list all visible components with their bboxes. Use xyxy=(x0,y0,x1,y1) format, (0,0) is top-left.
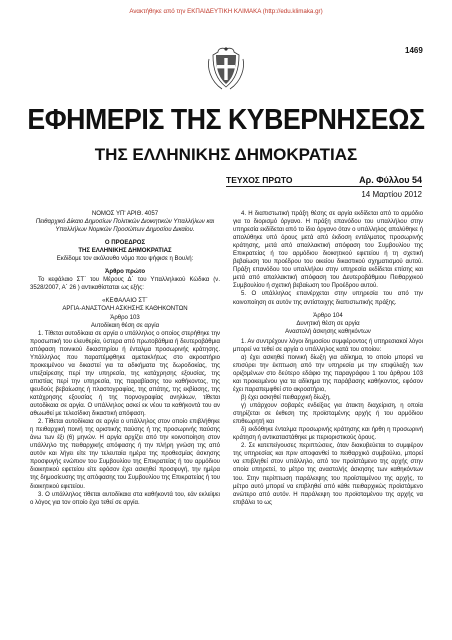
article-104-title-1: Δυνητική θέση σε αργία xyxy=(296,320,360,327)
paragraph-104-1b: β) έχει ασκηθεί πειθαρχική δίωξη, xyxy=(241,395,331,402)
law-title: Πειθαρχικό Δίκαιο Δημοσίων Πολιτικών Διοικητικών Υπαλλήλων και Υπαλλήλων Νομικών Προσώπων Δημοσίου Δικαίου. xyxy=(35,219,215,234)
gazette-masthead: ΕΦΗΜΕΡΙΣ ΤΗΣ ΚΥΒΕΡΝΗΣΕΩΣ xyxy=(27,104,425,136)
enactment-clause: Εκδίδομε τον ακόλουθο νόμο που ψήφισε η Βουλή: xyxy=(56,256,194,263)
law-number: ΝΟΜΟΣ ΥΠ' ΑΡΙΘ. 4057 xyxy=(91,211,159,217)
paragraph-103-5: 5. Ο υπάλληλος επανέρχεται στην υπηρεσία του από την κοινοποίηση σε αυτόν της αντίστοιχης διαπιστωτικής πράξης. xyxy=(233,291,423,306)
issue-date: 14 Μαρτίου 2012 xyxy=(361,190,422,199)
president-heading-1: Ο ΠΡΟΕΔΡΟΣ xyxy=(104,240,146,247)
president-heading-2: ΤΗΣ ΕΛΛΗΝΙΚΗΣ ΔΗΜΟΚΡΑΤΙΑΣ xyxy=(78,248,172,255)
article-103-heading: Άρθρο 103 xyxy=(110,314,140,321)
header-rule xyxy=(226,186,422,187)
paragraph-104-1c: γ) υπάρχουν σοβαρές ενδείξεις για άτακτη διαχείριση, η οποία στηρίζεται σε έκθεση της προϊσταμένης αρχής ή του αρμόδιου επιθεωρητή και xyxy=(233,403,423,426)
article-104-title-2: Αναστολή άσκησης καθηκόντων xyxy=(285,328,371,335)
paragraph-103-4: 4. Η διαπιστωτική πράξη θέσης σε αργία εκδίδεται από το αρμόδιο για το διορισμό όργανο. Η πράξη επανόδου του υπαλλήλου στην υπηρεσία εκδίδεται από το ίδιο όργανο όταν ο υπάλληλος απολύθηκε ή απολύθηκε υπό όρους μετά από έκδοση εντάλματος προσωρινής κράτησης, μετά από απαλλακτική απόφαση του Συμβουλίου της Επικρατείας ή του αρμόδιου διοικητικού εφετείου ή τη σχετική βεβαίωση του προέδρου του οικείου δικαστικού σχηματισμού αυτού. Πράξη επανόδου του υπαλλήλου στην υπηρεσία εκδίδεται επίσης και μετά από απαλλακτική απόφαση του Δευτεροβάθμιου Πειθαρχικού Συμβουλίου ή σχετική βεβαίωση του Προέδρου αυτού. xyxy=(233,211,423,290)
paragraph-103-1: 1. Τίθεται αυτοδίκαια σε αργία ο υπάλληλος ο οποίος στερήθηκε την προσωπική του ελευθερία, ύστερα από πρωτοβάθμια ή δευτεροβάθμια απόφαση ποινικού δικαστηρίου ή ένταλμα προσωρινής κράτησης. Υπάλληλος που παραπέμφθηκε αμετακλήτως στο ακροατήριο προκειμένου να δικαστεί για τα αδικήματα της δωροδοκίας, της υπεξαίρεσης περί την υπηρεσία, της κατάχρησης εξουσίας, της απιστίας περί την υπηρεσία, της παραβίασης του καθήκοντος, της ψευδούς βεβαίωσης ή πλαστογραφίας, της απάτης, της εκβίασης, της κατάχρησης εξουσίας ή της πορνογραφίας ανηλίκων, τίθεται αυτοδίκαια σε αργία. Ο υπάλληλος ασκεί εκ νέου τα καθήκοντά του αν αθωωθεί με τελεσίδικη δικαστική απόφαση. xyxy=(30,330,220,418)
issue-series: ΤΕΥΧΟΣ ΠΡΩΤΟ xyxy=(226,175,293,185)
left-column xyxy=(30,210,220,507)
article-first-heading: Άρθρο πρώτο xyxy=(104,269,146,276)
paragraph-104-1a: α) έχει ασκηθεί ποινική δίωξη για αδίκημα, το οποίο μπορεί να επισύρει την έκπτωση από την υπηρεσία με την επιφύλαξη των οριζομένων στο δεύτερο εδάφιο της παραγράφου 1 του άρθρου 103 και προκειμένου για τα αδίκημα της παράβασης καθήκοντος, εφόσον έχει παραπεμφθεί στο ακροατήριο, xyxy=(233,354,423,393)
greek-coat-of-arms-icon xyxy=(206,45,246,93)
gazette-subtitle: ΤΗΣ ΕΛΛΗΝΙΚΗΣ ΔΗΜΟΚΡΑΤΙΑΣ xyxy=(94,145,358,164)
paragraph-104-1d: δ) εκδόθηκε ένταλμα προσωρινής κράτησης και ήρθη η προσωρινή κράτηση ή αντικαταστάθηκε με περιοριστικούς όρους. xyxy=(233,427,423,442)
page-number: 1469 xyxy=(405,46,423,55)
article-first-text: Το κεφάλαιο ΣΤ΄ του Μέρους Δ΄ του Υπαλληλικού Κώδικα (ν. 3528/2007, Α΄ 26 ) αντικαθίσταται ως εξής: xyxy=(30,277,220,292)
right-column xyxy=(233,210,423,507)
source-link[interactable]: Ανακτήθηκε από την ΕΚΠΑΙΔΕΥΤΙΚΗ ΚΛΙΜΑΚΑ (http://edu.klimaka.gr) xyxy=(129,8,323,15)
article-104-heading: Άρθρο 104 xyxy=(313,312,343,319)
paragraph-104-1: 1. Αν συντρέχουν λόγοι δημοσίου συμφέροντος ή υπηρεσιακοί λόγοι μπορεί να τεθεί σε αργία ο υπάλληλος κατά του οποίου: xyxy=(233,338,423,353)
chapter-title: ΑΡΓΙΑ-ΑΝΑΣΤΟΛΗ ΑΣΚΗΣΗΣ ΚΑΘΗΚΟΝΤΩΝ xyxy=(62,306,188,313)
paragraph-103-2: 2. Τίθεται αυτοδίκαια σε αργία ο υπάλληλος στον οποίο επιβλήθηκε η πειθαρχική ποινή της οριστικής παύσης ή της προσωρινής παύσης άνω των έξι (6) μηνών. Η αργία αρχίζει από την κοινοποίηση στον υπάλληλο της πειθαρχικής απόφασης ή την πλήρη γνώση της από αυτόν και λήγει είτε την τελευταία ημέρα της προθεσμίας άσκησης προσφυγής ενώπιον του Συμβουλίου της Επικρατείας ή του αρμόδιου διοικητικού εφετείου είτε εφόσον έχει ασκηθεί προσφυγή, την ημέρα της δημοσίευσης της απόφασης του Συμβουλίου της Επικρατείας ή του διοικητικού εφετείου. xyxy=(30,419,220,490)
article-103-title: Αυτοδίκαιη θέση σε αργία xyxy=(90,322,160,329)
chapter-heading: «ΚΕΦΑΛΑΙΟ ΣΤ΄ xyxy=(102,298,148,305)
sheet-number: Αρ. Φύλλου 54 xyxy=(359,175,422,185)
paragraph-104-2: 2. Σε κατεπείγουσες περιπτώσεις, όταν διακυβεύεται το συμφέρον της υπηρεσίας και πριν αποφανθεί το πειθαρχικό συμβούλιο, μπορεί να επιβληθεί στον υπάλληλο, από τον προϊστάμενο της αρχής στην οποία υπηρετεί, το μέτρο της αναστολής άσκησης των καθηκόντων του. Στην περίπτωση παράλειψης του προϊσταμένου της αρχής, το μέτρο αυτό μπορεί να επιβληθεί από κάθε πειθαρχικώς προϊστάμενο ανώτερο από αυτόν. Η παράλειψη του προϊσταμένου της αρχής να επιβάλει το ως xyxy=(233,443,423,506)
paragraph-103-3: 3. Ο υπάλληλος τίθεται αυτοδίκαια στα καθήκοντά του, εάν εκλείψει ο λόγος για τον οποίο έχει τεθεί σε αργία. xyxy=(30,491,220,506)
